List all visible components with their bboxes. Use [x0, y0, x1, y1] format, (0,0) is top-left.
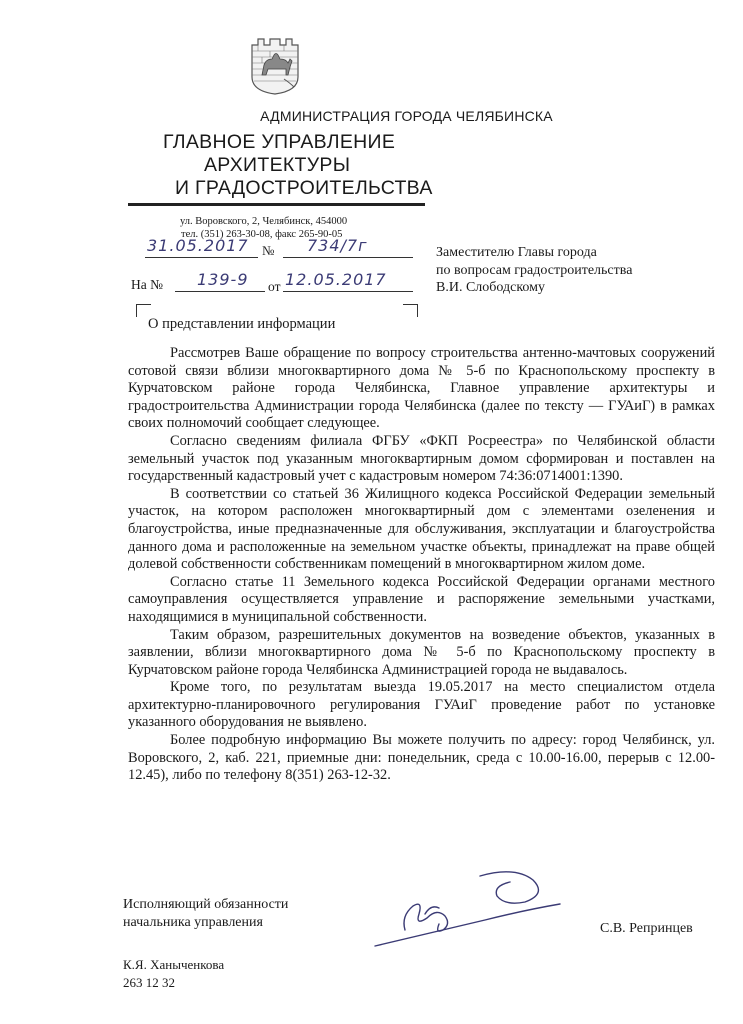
recipient-line1: Заместителю Главы города	[436, 245, 597, 260]
department-title-line3: И ГРАДОСТРОИТЕЛЬСТВА	[175, 177, 433, 199]
administration-title: АДМИНИСТРАЦИЯ ГОРОДА ЧЕЛЯБИНСКА	[260, 108, 553, 124]
ref-number-value: 139-9	[197, 270, 249, 289]
department-title-line2: АРХИТЕКТУРЫ	[204, 154, 351, 176]
subject-bracket-right	[403, 304, 418, 305]
letter-subject: О представлении информации	[148, 316, 336, 332]
body-paragraph-7: Более подробную информацию Вы можете получить по адресу: город Челябинск, ул. Воровского, 2, каб. 221, приемные дни: понедельник, среда с 10.00-16.00, перерыв с 12.00-12.45), либо по телефону 8(351) 263-12-32.	[128, 732, 715, 784]
subject-bracket-left-vertical	[136, 304, 137, 317]
reg-number-value: 734/7г	[307, 236, 368, 255]
body-paragraph-3: В соответствии со статьей 36 Жилищного кодекса Российской Федерации земельный участок, на котором расположен многоквартирный дом с элементами озеленения и благоустройства, иные предназначенные для обслуживания, эксплуатации и благоустройства данного дома и расположенные на земельном участке объекты, принадлежат на праве общей долевой собственности собственникам помещений в многоквартирном жилом доме.	[128, 485, 715, 573]
handwritten-signature	[365, 868, 565, 953]
subject-bracket-left	[136, 304, 151, 305]
body-paragraph-2: Согласно сведениям филиала ФГБУ «ФКП Росреестра» по Челябинской области земельный участок под указанным многоквартирным домом сформирован и поставлен на государственный кадастровый учет с кадастровым номером 74:36:0714001:1390.	[128, 432, 715, 485]
department-title-line1: ГЛАВНОЕ УПРАВЛЕНИЕ	[163, 131, 396, 153]
address-street: ул. Воровского, 2, Челябинск, 454000	[180, 216, 348, 227]
signer-position-line1: Исполняющий обязанности	[123, 897, 289, 912]
subject-bracket-right-vertical	[417, 304, 418, 317]
recipient-line2: по вопросам градостроительства	[436, 263, 633, 278]
executor-phone: 263 12 32	[123, 975, 175, 990]
executor-name: К.Я. Ханыченкова	[123, 957, 225, 972]
reg-date-value: 31.05.2017	[147, 236, 249, 255]
signer-position-line2: начальника управления	[123, 915, 263, 930]
body-paragraph-5: Таким образом, разрешительных документов на возведение объектов, указанных в заявлении, вблизи многоквартирного дома № 5-б по Краснопольскому проспекту в Курчатовском районе города Челябинска Администрацией города не выдавалось.	[128, 626, 715, 678]
city-emblem-icon	[250, 37, 300, 95]
signer-name: С.В. Репринцев	[600, 921, 693, 936]
recipient-line3: В.И. Слободскому	[436, 280, 546, 295]
address-phone: тел. (351) 263-30-08, факс 265-90-05	[181, 229, 343, 240]
header-divider	[128, 203, 425, 206]
body-paragraph-4: Согласно статье 11 Земельного кодекса Российской Федерации органами местного самоуправления осуществляется управление и распоряжение земельными участками, находящимися в муниципальной собственности.	[128, 573, 715, 625]
body-paragraph-1: Рассмотрев Ваше обращение по вопросу строительства антенно-мачтовых сооружений сотовой связи вблизи многоквартирного дома № 5-б по Краснопольскому проспекту в Курчатовском районе города Челябинска, Главное управление архитектуры и градостроительства Администрации города Челябинска (далее по тексту — ГУАиГ) в рамках своих полномочий сообщает следующее.	[128, 345, 715, 432]
ref-date-value: 12.05.2017	[285, 270, 387, 289]
body-paragraph-6: Кроме того, по результатам выезда 19.05.2017 на место специалистом отдела архитектурно-планировочного регулирования ГУАиГ проведение работ по установке указанного оборудования не выявлено.	[128, 679, 715, 731]
reg-number-label: №	[262, 243, 275, 258]
letter-body	[128, 345, 715, 785]
ref-date-label: от	[268, 279, 281, 294]
ref-number-label: На №	[131, 277, 163, 292]
